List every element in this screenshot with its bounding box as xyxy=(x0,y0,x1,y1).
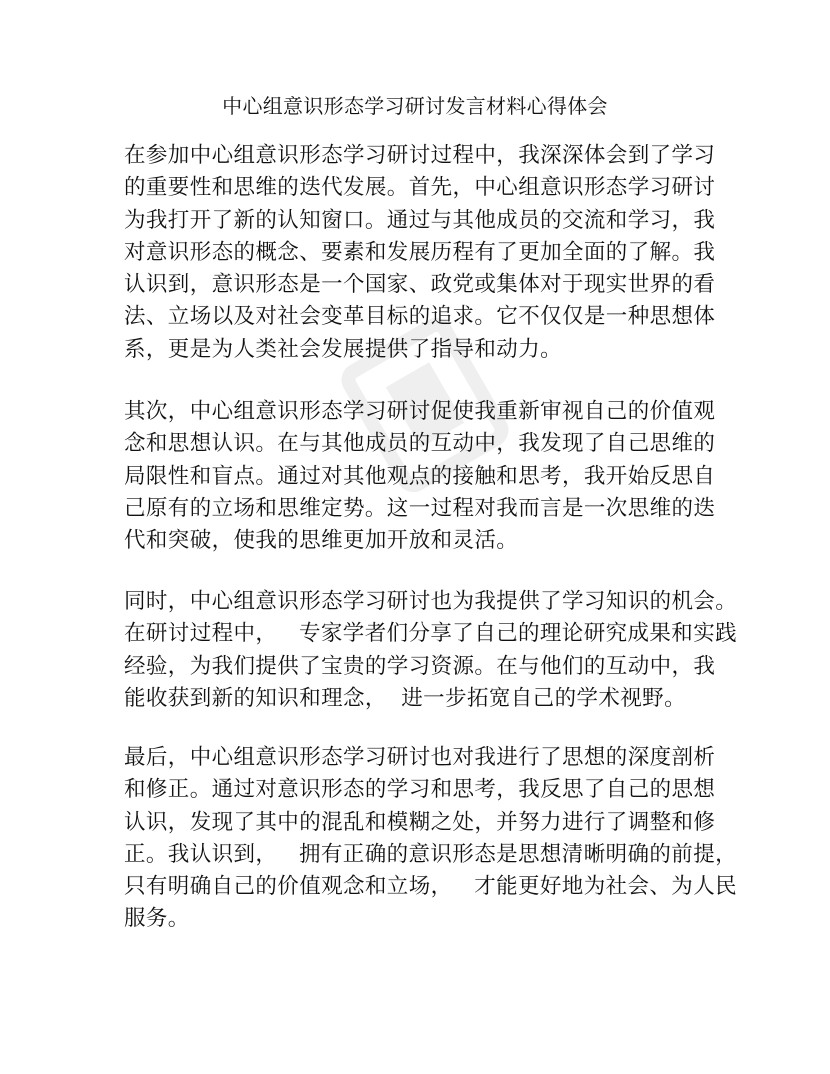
paragraph-1 xyxy=(124,140,724,366)
paragraph-line: 为我打开了新的认知窗口。通过与其他成员的交流和学习，我 xyxy=(124,207,716,233)
paragraph-line: 最后，中心组意识形态学习研讨也对我进行了思想的深度剖析 xyxy=(124,745,716,770)
paragraph-line: 认识到，意识形态是一个国家、政党或集体对于现实世界的看 xyxy=(124,272,716,298)
paragraph-2 xyxy=(124,396,724,557)
paragraph-line: 念和思想认识。在与其他成员的互动中，我发现了自己思维的 xyxy=(124,431,716,457)
paragraph-line: 法、立场以及对社会变革目标的追求。它不仅仅是一种思想体 xyxy=(124,304,716,330)
paragraph-line: 在研讨过程中， 专家学者们分享了自己的理论研究成果和实践 xyxy=(124,621,738,647)
paragraph-line: 系，更是为人类社会发展提供了指导和动力。 xyxy=(124,336,563,362)
paragraph-line: 经验，为我们提供了宝贵的学习资源。在与他们的互动中，我 xyxy=(124,653,716,679)
paragraph-line: 正。我认识到， 拥有正确的意识形态是思想清晰明确的前提， xyxy=(124,841,738,867)
document-title: 中心组意识形态学习研讨发言材料心得体会 xyxy=(222,94,608,118)
paragraph-line: 在参加中心组意识形态学习研讨过程中，我深深体会到了学习 xyxy=(124,143,716,168)
paragraph-4 xyxy=(124,742,738,936)
paragraph-line: 服务。 xyxy=(124,906,190,932)
paragraph-line: 认识，发现了其中的混乱和模糊之处，并努力进行了调整和修 xyxy=(124,809,716,835)
paragraph-line: 只有明确自己的价值观念和立场， 才能更好地为社会、为人民 xyxy=(124,874,738,900)
paragraph-line: 己原有的立场和思维定势。这一过程对我而言是一次思维的迭 xyxy=(124,495,716,521)
paragraph-3 xyxy=(124,586,738,715)
paragraph-line: 的重要性和思维的迭代发展。首先，中心组意识形态学习研讨 xyxy=(124,175,716,201)
paragraph-line: 局限性和盲点。通过对其他观点的接触和思考，我开始反思自 xyxy=(124,463,716,489)
paragraph-line: 其次，中心组意识形态学习研讨促使我重新审视自己的价值观 xyxy=(124,399,716,424)
paragraph-line: 同时，中心组意识形态学习研讨也为我提供了学习知识的机会。 xyxy=(124,589,738,614)
paragraph-line: 对意识形态的概念、要素和发展历程有了更加全面的了解。我 xyxy=(124,239,716,265)
paragraph-line: 代和突破，使我的思维更加开放和灵活。 xyxy=(124,528,519,554)
paragraph-line: 能收获到新的知识和理念， 进一步拓宽自己的学术视野。 xyxy=(124,685,686,711)
paragraph-line: 和修正。通过对意识形态的学习和思考，我反思了自己的思想 xyxy=(124,777,716,803)
